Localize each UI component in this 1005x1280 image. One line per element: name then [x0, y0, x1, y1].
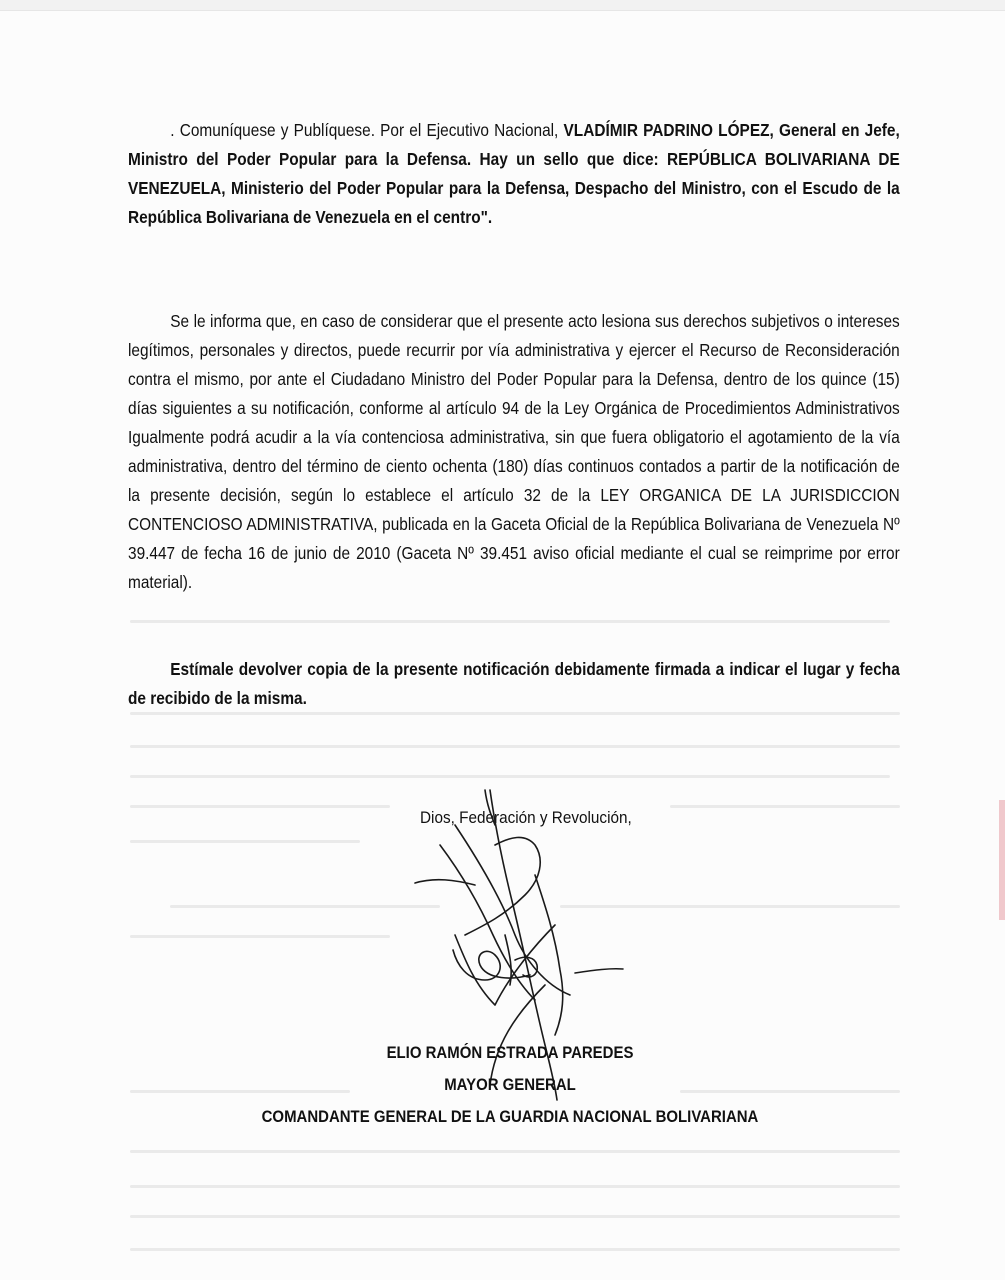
edge-mark	[999, 800, 1005, 920]
signatory-title: COMANDANTE GENERAL DE LA GUARDIA NACIONAL BOLIVARIANA	[261, 1107, 759, 1126]
bleed-line	[130, 775, 890, 778]
signatory-name: ELIO RAMÓN ESTRADA PAREDES	[386, 1043, 634, 1062]
bleed-line	[130, 1185, 900, 1188]
bleed-line	[130, 1150, 900, 1153]
closing-phrase: Dios, Federación y Revolución,	[420, 808, 632, 827]
paragraph-recourse	[128, 307, 900, 597]
paragraph3-text: Estímale devolver copia de la presente notificación debidamente firmada a indicar el lugar y fecha de recibido de la misma.	[128, 659, 900, 708]
paragraph2-text: Se le informa que, en caso de considerar que el presente acto lesiona sus derechos subjetivos o intereses legítimos, personales y directos, puede recurrir por vía administrativa y ejercer el Recurso de Reconsideración contra el mismo, por ante el Ciudadano Ministro del Poder Popular para la Defensa, dentro de los quince (15) días siguientes a su notificación, conforme al artículo 94 de la Ley Orgánica de Procedimientos Administrativos Igualmente podrá acudir a la vía contenciosa administrativa, sin que fuera obligatorio el agotamiento de la vía administrativa, dentro del término de ciento ochenta (180) días continuos contados a partir de la notificación de la presente decisión, según lo establece el artículo 32 de la LEY ORGANICA DE LA JURISDICCION CONTENCIOSO ADMINISTRATIVA, publicada en la Gaceta Oficial de la República Bolivariana de Venezuela Nº 39.447 de fecha 16 de junio de 2010 (Gaceta Nº 39.451 aviso oficial mediante el cual se reimprime por error material).	[128, 311, 900, 592]
bleed-line	[130, 1215, 900, 1218]
paragraph-publication	[128, 116, 900, 232]
bleed-line	[130, 840, 360, 843]
top-strip	[0, 0, 1005, 11]
bleed-line	[130, 805, 390, 808]
signatory-rank: MAYOR GENERAL	[444, 1075, 576, 1094]
paragraph-return-copy	[128, 655, 900, 713]
paragraph1-name: VLADÍMIR PADRINO LÓPEZ, General en Jefe, Ministro del Poder Popular para la Defensa. Hay un sello que dice: REPÚBLICA BOLIVARIANA DE VENEZUELA, Ministerio del Poder Popular para la Defensa, Despacho del Ministro, con el Escudo de la República Bolivariana de Venezuela en el centro".	[128, 120, 900, 227]
bleed-line	[130, 1248, 900, 1251]
bleed-line	[670, 805, 900, 808]
bleed-line	[130, 745, 900, 748]
bleed-line	[130, 620, 890, 623]
bleed-line	[130, 935, 390, 938]
paragraph1-intro: . Comuníquese y Publíquese. Por el Ejecutivo Nacional,	[170, 120, 564, 140]
